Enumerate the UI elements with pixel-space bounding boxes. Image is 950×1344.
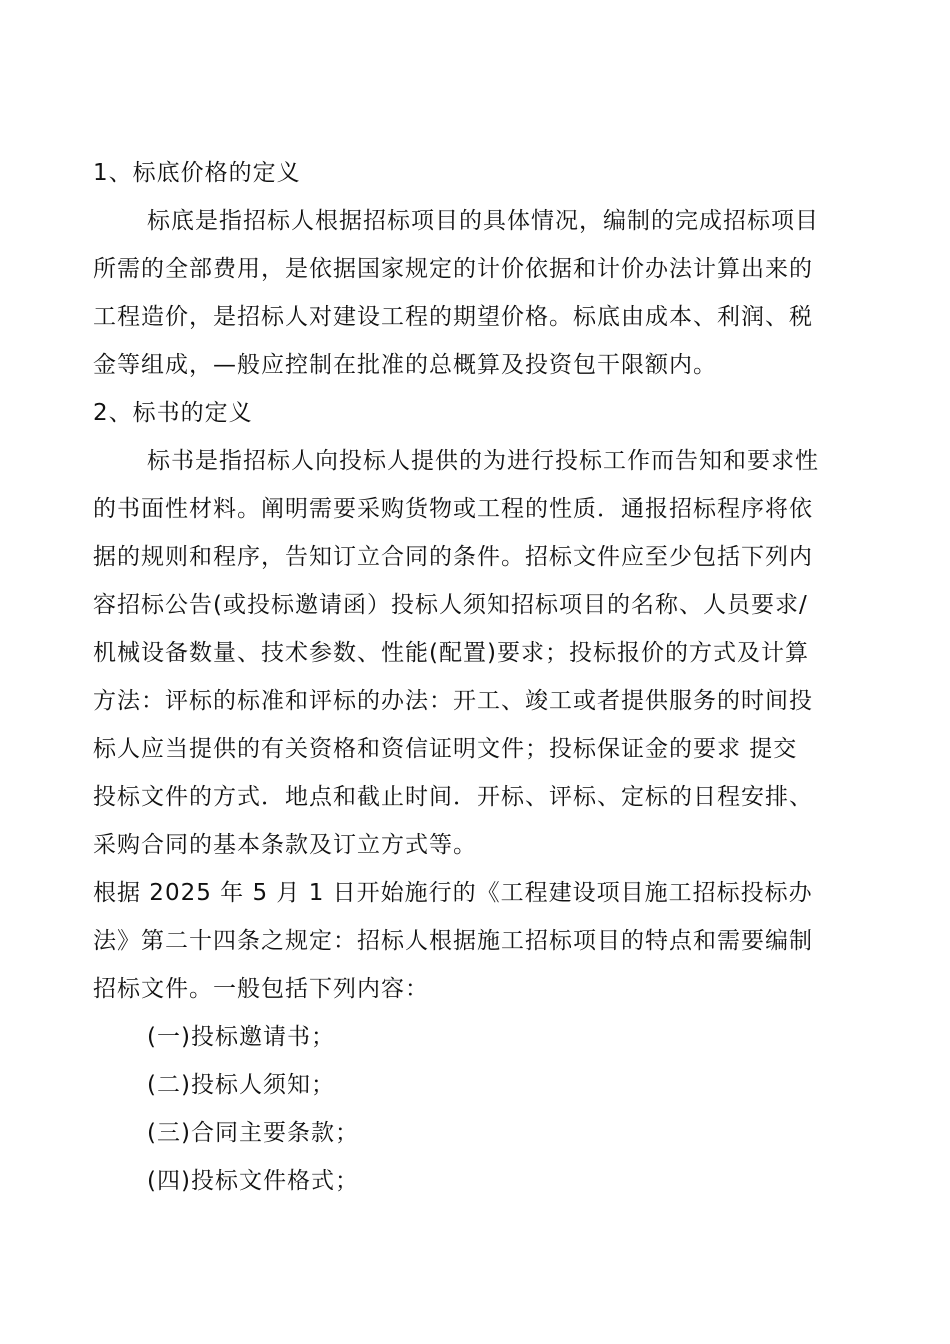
- section-1-paragraph-line: 所需的全部费用，是依据国家规定的计价依据和计价办法计算出来的: [93, 256, 813, 282]
- section-2-paragraph-line: 方法：评标的标准和评标的办法：开工、竣工或者提供服务的时间投: [93, 688, 813, 714]
- section-2-paragraph-line: 机械设备数量、技术参数、性能(配置)要求；投标报价的方式及计算: [93, 640, 809, 666]
- section-2-paragraph-line: 标人应当提供的有关资格和资信证明文件；投标保证金的要求 提交: [93, 736, 798, 762]
- section-1-heading: 1、标底价格的定义: [93, 160, 301, 186]
- section-2-paragraph-line: 容招标公告(或投标邀请函）投标人须知招标项目的名称、人员要求/: [93, 592, 808, 618]
- section-2-paragraph-line: 据的规则和程序，告知订立合同的条件。招标文件应至少包括下列内: [93, 544, 813, 570]
- regulation-line: 法》第二十四条之规定：招标人根据施工招标项目的特点和需要编制: [93, 928, 813, 954]
- section-1-paragraph-line: 标底是指招标人根据招标项目的具体情况，编制的完成招标项目: [147, 208, 819, 234]
- list-item: (一)投标邀请书；: [147, 1024, 335, 1050]
- regulation-line: 招标文件。一般包括下列内容：: [93, 976, 429, 1002]
- section-2-paragraph-line: 的书面性材料。阐明需要采购货物或工程的性质．通报招标程序将依: [93, 496, 813, 522]
- list-item: (四)投标文件格式；: [147, 1168, 359, 1194]
- list-item: (二)投标人须知；: [147, 1072, 335, 1098]
- section-1-paragraph-line: 金等组成，—般应控制在批准的总概算及投资包干限额内。: [93, 352, 717, 378]
- section-1-paragraph-line: 工程造价，是招标人对建设工程的期望价格。标底由成本、利润、税: [93, 304, 813, 330]
- section-2-paragraph-line: 标书是指招标人向投标人提供的为进行投标工作而告知和要求性: [147, 448, 819, 474]
- regulation-line: 根据 2025 年 5 月 1 日开始施行的《工程建设项目施工招标投标办: [93, 880, 813, 906]
- section-2-paragraph-line: 投标文件的方式．地点和截止时间．开标、评标、定标的日程安排、: [93, 784, 813, 810]
- list-item: (三)合同主要条款；: [147, 1120, 359, 1146]
- section-2-paragraph-line: 采购合同的基本条款及订立方式等。: [93, 832, 477, 858]
- section-2-heading: 2、标书的定义: [93, 400, 253, 426]
